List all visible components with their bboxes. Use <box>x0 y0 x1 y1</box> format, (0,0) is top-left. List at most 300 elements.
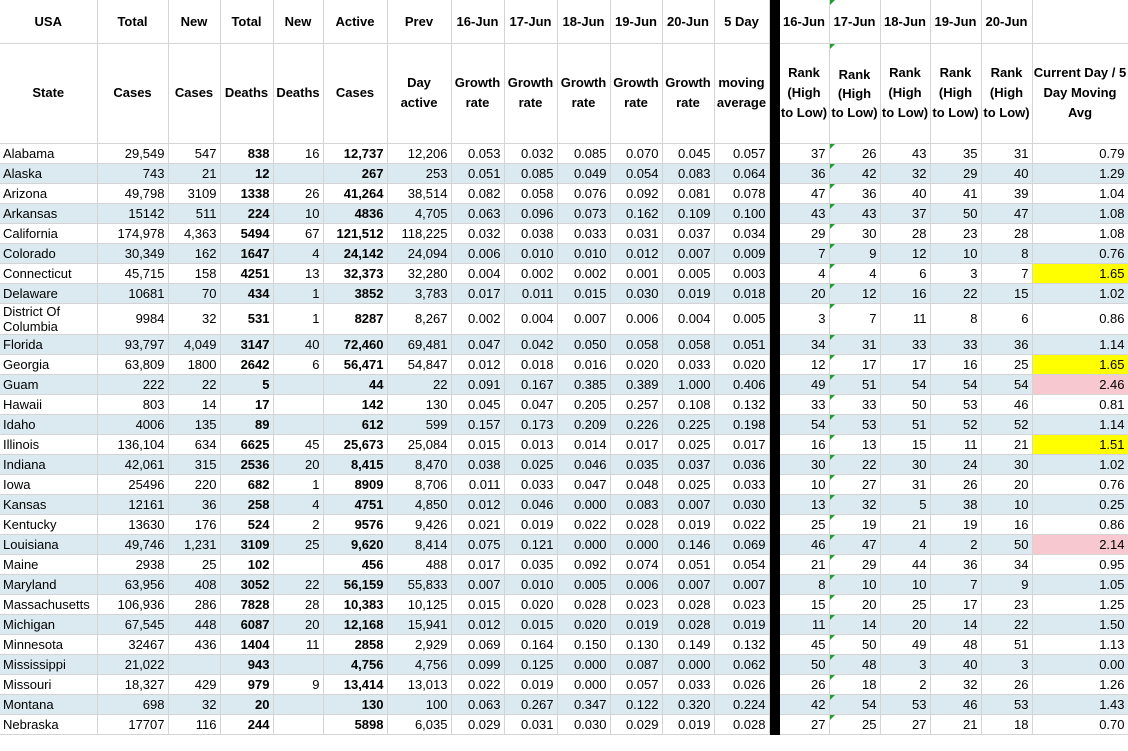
data-cell[interactable]: 0.022 <box>714 514 769 534</box>
data-cell[interactable]: 9 <box>273 674 323 694</box>
data-cell[interactable]: 174,978 <box>97 223 168 243</box>
header-cell[interactable]: Rank (High to Low) <box>880 43 930 143</box>
data-cell[interactable]: 0.051 <box>662 554 714 574</box>
data-cell[interactable]: 1.51 <box>1032 434 1128 454</box>
data-cell[interactable]: 0.028 <box>662 614 714 634</box>
data-cell[interactable]: 0.004 <box>662 303 714 334</box>
data-cell[interactable]: 4 <box>273 494 323 514</box>
data-cell[interactable]: 0.006 <box>451 243 504 263</box>
data-cell[interactable]: 0.012 <box>610 243 662 263</box>
data-cell[interactable]: 0.047 <box>451 334 504 354</box>
data-cell[interactable]: 20 <box>779 283 829 303</box>
data-cell[interactable]: 17707 <box>97 714 168 734</box>
data-cell[interactable]: 0.062 <box>714 654 769 674</box>
data-cell[interactable]: 0.000 <box>557 494 610 514</box>
data-cell[interactable]: 0.81 <box>1032 394 1128 414</box>
data-cell[interactable]: 0.257 <box>610 394 662 414</box>
data-cell[interactable]: 0.020 <box>714 354 769 374</box>
data-cell[interactable]: 4 <box>779 263 829 283</box>
data-cell[interactable]: 18,327 <box>97 674 168 694</box>
data-cell[interactable]: 1.08 <box>1032 223 1128 243</box>
data-cell[interactable]: 0.033 <box>662 354 714 374</box>
data-cell[interactable]: 30 <box>779 454 829 474</box>
data-cell[interactable]: 9,426 <box>387 514 451 534</box>
data-cell[interactable]: 0.057 <box>714 143 769 163</box>
data-cell[interactable]: 12,737 <box>323 143 387 163</box>
data-cell[interactable]: 7 <box>829 303 880 334</box>
data-cell[interactable]: 8287 <box>323 303 387 334</box>
data-cell[interactable]: 8 <box>930 303 981 334</box>
data-cell[interactable]: 47 <box>829 534 880 554</box>
data-cell[interactable]: 12161 <box>97 494 168 514</box>
data-cell[interactable]: 32467 <box>97 634 168 654</box>
data-cell[interactable]: 130 <box>387 394 451 414</box>
data-cell[interactable]: 315 <box>168 454 220 474</box>
state-name-cell[interactable]: Arkansas <box>0 203 97 223</box>
header-cell[interactable]: Growth rate <box>504 43 557 143</box>
data-cell[interactable]: 4,705 <box>387 203 451 223</box>
data-cell[interactable]: 43 <box>779 203 829 223</box>
data-cell[interactable]: 0.036 <box>714 454 769 474</box>
data-cell[interactable]: 0.083 <box>662 163 714 183</box>
data-cell[interactable]: 7828 <box>220 594 273 614</box>
data-cell[interactable]: 27 <box>880 714 930 734</box>
state-name-cell[interactable]: District Of Columbia <box>0 303 97 334</box>
data-cell[interactable]: 0.76 <box>1032 243 1128 263</box>
state-name-cell[interactable]: Illinois <box>0 434 97 454</box>
data-cell[interactable]: 6,035 <box>387 714 451 734</box>
data-cell[interactable]: 0.023 <box>714 594 769 614</box>
state-name-cell[interactable]: Mississippi <box>0 654 97 674</box>
data-cell[interactable]: 0.122 <box>610 694 662 714</box>
data-cell[interactable]: 18 <box>829 674 880 694</box>
data-cell[interactable]: 0.79 <box>1032 143 1128 163</box>
header-cell[interactable]: 17-Jun <box>829 0 880 43</box>
data-cell[interactable]: 8 <box>779 574 829 594</box>
data-cell[interactable]: 32 <box>168 303 220 334</box>
data-cell[interactable]: 0.022 <box>451 674 504 694</box>
header-cell[interactable]: Current Day / 5 Day Moving Avg <box>1032 43 1128 143</box>
data-cell[interactable]: 0.096 <box>504 203 557 223</box>
data-cell[interactable]: 0.015 <box>504 614 557 634</box>
data-cell[interactable]: 38 <box>930 494 981 514</box>
data-cell[interactable]: 158 <box>168 263 220 283</box>
data-cell[interactable]: 36 <box>168 494 220 514</box>
data-cell[interactable]: 0.006 <box>610 303 662 334</box>
data-cell[interactable]: 267 <box>323 163 387 183</box>
data-cell[interactable]: 0.051 <box>714 334 769 354</box>
data-cell[interactable]: 0.002 <box>504 263 557 283</box>
data-cell[interactable]: 10 <box>880 574 930 594</box>
data-cell[interactable]: 1.29 <box>1032 163 1128 183</box>
data-cell[interactable]: 599 <box>387 414 451 434</box>
data-cell[interactable]: 0.031 <box>610 223 662 243</box>
data-cell[interactable]: 634 <box>168 434 220 454</box>
data-cell[interactable]: 0.009 <box>714 243 769 263</box>
state-name-cell[interactable]: Guam <box>0 374 97 394</box>
data-cell[interactable]: 32 <box>880 163 930 183</box>
data-cell[interactable]: 0.019 <box>662 283 714 303</box>
data-cell[interactable]: 1.13 <box>1032 634 1128 654</box>
state-name-cell[interactable]: Iowa <box>0 474 97 494</box>
data-cell[interactable]: 0.030 <box>714 494 769 514</box>
state-name-cell[interactable]: Delaware <box>0 283 97 303</box>
data-cell[interactable]: 25,084 <box>387 434 451 454</box>
data-cell[interactable]: 0.226 <box>610 414 662 434</box>
data-cell[interactable]: 50 <box>779 654 829 674</box>
data-cell[interactable]: 0.057 <box>610 674 662 694</box>
data-cell[interactable]: 0.018 <box>714 283 769 303</box>
data-cell[interactable]: 0.014 <box>557 434 610 454</box>
data-cell[interactable]: 1.26 <box>1032 674 1128 694</box>
data-cell[interactable]: 1.14 <box>1032 334 1128 354</box>
data-cell[interactable]: 30 <box>981 454 1032 474</box>
data-cell[interactable]: 135 <box>168 414 220 434</box>
data-cell[interactable]: 244 <box>220 714 273 734</box>
data-cell[interactable]: 10 <box>829 574 880 594</box>
state-name-cell[interactable]: Louisiana <box>0 534 97 554</box>
data-cell[interactable]: 0.085 <box>504 163 557 183</box>
data-cell[interactable]: 36 <box>930 554 981 574</box>
data-cell[interactable]: 28 <box>273 594 323 614</box>
data-cell[interactable]: 21 <box>981 434 1032 454</box>
data-cell[interactable]: 0.054 <box>610 163 662 183</box>
data-cell[interactable]: 50 <box>880 394 930 414</box>
data-cell[interactable]: 0.007 <box>557 303 610 334</box>
data-cell[interactable]: 0.012 <box>451 614 504 634</box>
data-cell[interactable]: 511 <box>168 203 220 223</box>
data-cell[interactable]: 33 <box>930 334 981 354</box>
data-cell[interactable]: 70 <box>168 283 220 303</box>
data-cell[interactable]: 4751 <box>323 494 387 514</box>
data-cell[interactable]: 116 <box>168 714 220 734</box>
data-cell[interactable]: 39 <box>981 183 1032 203</box>
data-cell[interactable]: 20 <box>273 614 323 634</box>
data-cell[interactable]: 10 <box>930 243 981 263</box>
data-cell[interactable]: 0.083 <box>610 494 662 514</box>
data-cell[interactable]: 5494 <box>220 223 273 243</box>
header-cell[interactable]: Growth rate <box>557 43 610 143</box>
data-cell[interactable]: 0.013 <box>504 434 557 454</box>
data-cell[interactable]: 0.005 <box>714 303 769 334</box>
data-cell[interactable]: 8 <box>981 243 1032 263</box>
data-cell[interactable]: 0.081 <box>662 183 714 203</box>
data-cell[interactable]: 21 <box>930 714 981 734</box>
data-cell[interactable]: 10,383 <box>323 594 387 614</box>
data-cell[interactable]: 25 <box>880 594 930 614</box>
data-cell[interactable]: 20 <box>981 474 1032 494</box>
data-cell[interactable]: 0.019 <box>610 614 662 634</box>
data-cell[interactable]: 2 <box>930 534 981 554</box>
data-cell[interactable]: 0.017 <box>451 554 504 574</box>
data-cell[interactable]: 54 <box>829 694 880 714</box>
data-cell[interactable]: 25 <box>273 534 323 554</box>
data-cell[interactable]: 51 <box>829 374 880 394</box>
data-cell[interactable]: 0.125 <box>504 654 557 674</box>
data-cell[interactable]: 14 <box>930 614 981 634</box>
data-cell[interactable]: 222 <box>97 374 168 394</box>
data-cell[interactable]: 41 <box>930 183 981 203</box>
data-cell[interactable]: 9 <box>981 574 1032 594</box>
data-cell[interactable]: 698 <box>97 694 168 714</box>
data-cell[interactable]: 0.037 <box>662 223 714 243</box>
data-cell[interactable]: 7 <box>779 243 829 263</box>
data-cell[interactable]: 49 <box>779 374 829 394</box>
data-cell[interactable]: 56,471 <box>323 354 387 374</box>
data-cell[interactable]: 22 <box>168 374 220 394</box>
data-cell[interactable]: 4,363 <box>168 223 220 243</box>
data-cell[interactable]: 0.164 <box>504 634 557 654</box>
data-cell[interactable]: 1.50 <box>1032 614 1128 634</box>
data-cell[interactable] <box>273 694 323 714</box>
data-cell[interactable]: 50 <box>930 203 981 223</box>
header-cell[interactable]: 19-Jun <box>930 0 981 43</box>
state-name-cell[interactable]: Indiana <box>0 454 97 474</box>
header-cell[interactable]: Active <box>323 0 387 43</box>
data-cell[interactable]: 0.019 <box>504 514 557 534</box>
data-cell[interactable]: 9 <box>829 243 880 263</box>
data-cell[interactable]: 2,929 <box>387 634 451 654</box>
data-cell[interactable]: 0.007 <box>662 574 714 594</box>
data-cell[interactable]: 29 <box>930 163 981 183</box>
data-cell[interactable]: 0.034 <box>714 223 769 243</box>
data-cell[interactable]: 0.132 <box>714 394 769 414</box>
data-cell[interactable]: 30,349 <box>97 243 168 263</box>
data-cell[interactable]: 0.063 <box>451 694 504 714</box>
header-cell[interactable]: Rank (High to Low) <box>930 43 981 143</box>
data-cell[interactable]: 0.033 <box>557 223 610 243</box>
data-cell[interactable]: 224 <box>220 203 273 223</box>
data-cell[interactable] <box>273 414 323 434</box>
state-name-cell[interactable]: Kansas <box>0 494 97 514</box>
data-cell[interactable]: 0.70 <box>1032 714 1128 734</box>
data-cell[interactable]: 2 <box>273 514 323 534</box>
data-cell[interactable]: 8,414 <box>387 534 451 554</box>
data-cell[interactable]: 0.002 <box>557 263 610 283</box>
data-cell[interactable]: 4836 <box>323 203 387 223</box>
data-cell[interactable]: 26 <box>930 474 981 494</box>
data-cell[interactable]: 54 <box>880 374 930 394</box>
data-cell[interactable]: 0.053 <box>451 143 504 163</box>
data-cell[interactable]: 7 <box>981 263 1032 283</box>
data-cell[interactable]: 49,798 <box>97 183 168 203</box>
state-name-cell[interactable]: Michigan <box>0 614 97 634</box>
data-cell[interactable]: 1 <box>273 474 323 494</box>
header-cell[interactable]: USA <box>0 0 97 43</box>
data-cell[interactable]: 13630 <box>97 514 168 534</box>
data-cell[interactable]: 0.000 <box>557 674 610 694</box>
data-cell[interactable]: 14 <box>168 394 220 414</box>
data-cell[interactable]: 0.173 <box>504 414 557 434</box>
data-cell[interactable]: 1.43 <box>1032 694 1128 714</box>
data-cell[interactable]: 0.031 <box>504 714 557 734</box>
data-cell[interactable]: 3 <box>981 654 1032 674</box>
data-cell[interactable]: 37 <box>880 203 930 223</box>
data-cell[interactable]: 4 <box>880 534 930 554</box>
data-cell[interactable]: 448 <box>168 614 220 634</box>
data-cell[interactable]: 51 <box>981 634 1032 654</box>
data-cell[interactable]: 42 <box>829 163 880 183</box>
data-cell[interactable]: 0.132 <box>714 634 769 654</box>
data-cell[interactable]: 0.004 <box>504 303 557 334</box>
data-cell[interactable]: 0.033 <box>714 474 769 494</box>
data-cell[interactable]: 0.000 <box>557 654 610 674</box>
header-cell[interactable]: Prev <box>387 0 451 43</box>
data-cell[interactable]: 1800 <box>168 354 220 374</box>
data-cell[interactable]: 12,206 <box>387 143 451 163</box>
header-cell[interactable]: Day active <box>387 43 451 143</box>
data-cell[interactable]: 979 <box>220 674 273 694</box>
data-cell[interactable]: 0.050 <box>557 334 610 354</box>
data-cell[interactable]: 15 <box>880 434 930 454</box>
data-cell[interactable]: 52 <box>981 414 1032 434</box>
data-cell[interactable]: 0.005 <box>557 574 610 594</box>
data-cell[interactable]: 16 <box>779 434 829 454</box>
data-cell[interactable]: 3852 <box>323 283 387 303</box>
header-cell[interactable]: 20-Jun <box>662 0 714 43</box>
data-cell[interactable]: 162 <box>168 243 220 263</box>
data-cell[interactable]: 27 <box>829 474 880 494</box>
data-cell[interactable]: 33 <box>779 394 829 414</box>
data-cell[interactable]: 0.054 <box>714 554 769 574</box>
data-cell[interactable]: 1.08 <box>1032 203 1128 223</box>
data-cell[interactable]: 10,125 <box>387 594 451 614</box>
data-cell[interactable]: 0.150 <box>557 634 610 654</box>
data-cell[interactable]: 0.020 <box>610 354 662 374</box>
data-cell[interactable]: 4,049 <box>168 334 220 354</box>
data-cell[interactable]: 0.019 <box>662 514 714 534</box>
header-cell[interactable]: Deaths <box>220 43 273 143</box>
data-cell[interactable]: 0.000 <box>557 534 610 554</box>
data-cell[interactable]: 8,470 <box>387 454 451 474</box>
data-cell[interactable]: 21 <box>168 163 220 183</box>
data-cell[interactable]: 0.076 <box>557 183 610 203</box>
data-cell[interactable]: 15,941 <box>387 614 451 634</box>
data-cell[interactable] <box>273 374 323 394</box>
data-cell[interactable]: 100 <box>387 694 451 714</box>
data-cell[interactable]: 45 <box>779 634 829 654</box>
data-cell[interactable]: 54 <box>981 374 1032 394</box>
state-name-cell[interactable]: Maine <box>0 554 97 574</box>
data-cell[interactable]: 31 <box>829 334 880 354</box>
data-cell[interactable]: 0.019 <box>714 614 769 634</box>
data-cell[interactable]: 48 <box>829 654 880 674</box>
data-cell[interactable]: 35 <box>930 143 981 163</box>
data-cell[interactable]: 46 <box>981 394 1032 414</box>
data-cell[interactable]: 93,797 <box>97 334 168 354</box>
data-cell[interactable]: 36 <box>779 163 829 183</box>
data-cell[interactable]: 15142 <box>97 203 168 223</box>
data-cell[interactable]: 0.074 <box>610 554 662 574</box>
data-cell[interactable]: 436 <box>168 634 220 654</box>
data-cell[interactable]: 20 <box>220 694 273 714</box>
data-cell[interactable]: 37 <box>779 143 829 163</box>
data-cell[interactable]: 24 <box>930 454 981 474</box>
data-cell[interactable]: 0.099 <box>451 654 504 674</box>
data-cell[interactable]: 0.000 <box>662 654 714 674</box>
header-cell[interactable]: Growth rate <box>451 43 504 143</box>
data-cell[interactable]: 4 <box>829 263 880 283</box>
data-cell[interactable]: 13 <box>829 434 880 454</box>
data-cell[interactable]: 1,231 <box>168 534 220 554</box>
data-cell[interactable]: 6 <box>880 263 930 283</box>
data-cell[interactable]: 63,809 <box>97 354 168 374</box>
data-cell[interactable]: 3109 <box>220 534 273 554</box>
data-cell[interactable]: 0.045 <box>662 143 714 163</box>
data-cell[interactable]: 0.224 <box>714 694 769 714</box>
data-cell[interactable]: 12 <box>829 283 880 303</box>
data-cell[interactable]: 102 <box>220 554 273 574</box>
data-cell[interactable]: 12 <box>779 354 829 374</box>
data-cell[interactable]: 0.025 <box>662 434 714 454</box>
data-cell[interactable]: 943 <box>220 654 273 674</box>
state-name-cell[interactable]: Alabama <box>0 143 97 163</box>
data-cell[interactable]: 408 <box>168 574 220 594</box>
data-cell[interactable]: 0.030 <box>610 283 662 303</box>
data-cell[interactable]: 220 <box>168 474 220 494</box>
data-cell[interactable]: 0.020 <box>504 594 557 614</box>
data-cell[interactable]: 8,415 <box>323 454 387 474</box>
data-cell[interactable]: 0.058 <box>610 334 662 354</box>
data-cell[interactable]: 89 <box>220 414 273 434</box>
data-cell[interactable]: 33 <box>829 394 880 414</box>
data-cell[interactable]: 0.038 <box>451 454 504 474</box>
data-cell[interactable]: 0.010 <box>504 574 557 594</box>
data-cell[interactable]: 46 <box>930 694 981 714</box>
data-cell[interactable]: 51 <box>880 414 930 434</box>
data-cell[interactable]: 10681 <box>97 283 168 303</box>
data-cell[interactable]: 31 <box>880 474 930 494</box>
data-cell[interactable]: 0.046 <box>504 494 557 514</box>
data-cell[interactable]: 47 <box>981 203 1032 223</box>
data-cell[interactable]: 0.017 <box>714 434 769 454</box>
data-cell[interactable]: 32,373 <box>323 263 387 283</box>
data-cell[interactable]: 2642 <box>220 354 273 374</box>
data-cell[interactable]: 23 <box>930 223 981 243</box>
data-cell[interactable]: 0.075 <box>451 534 504 554</box>
data-cell[interactable]: 0.064 <box>714 163 769 183</box>
state-name-cell[interactable]: Connecticut <box>0 263 97 283</box>
data-cell[interactable]: 2938 <box>97 554 168 574</box>
data-cell[interactable]: 63,956 <box>97 574 168 594</box>
state-name-cell[interactable]: Missouri <box>0 674 97 694</box>
data-cell[interactable]: 26 <box>829 143 880 163</box>
state-name-cell[interactable]: Florida <box>0 334 97 354</box>
data-cell[interactable]: 3 <box>880 654 930 674</box>
data-cell[interactable]: 56,159 <box>323 574 387 594</box>
data-cell[interactable]: 0.015 <box>557 283 610 303</box>
header-cell[interactable]: Total <box>97 0 168 43</box>
data-cell[interactable]: 0.019 <box>662 714 714 734</box>
data-cell[interactable]: 0.042 <box>504 334 557 354</box>
data-cell[interactable]: 7 <box>930 574 981 594</box>
data-cell[interactable]: 0.130 <box>610 634 662 654</box>
header-cell[interactable]: Growth rate <box>662 43 714 143</box>
data-cell[interactable]: 0.001 <box>610 263 662 283</box>
data-cell[interactable]: 0.063 <box>451 203 504 223</box>
data-cell[interactable]: 0.047 <box>557 474 610 494</box>
data-cell[interactable]: 0.167 <box>504 374 557 394</box>
header-cell[interactable]: 18-Jun <box>880 0 930 43</box>
data-cell[interactable]: 42 <box>779 694 829 714</box>
data-cell[interactable]: 1.25 <box>1032 594 1128 614</box>
data-cell[interactable]: 26 <box>981 674 1032 694</box>
data-cell[interactable]: 0.087 <box>610 654 662 674</box>
state-name-cell[interactable]: Colorado <box>0 243 97 263</box>
data-cell[interactable]: 22 <box>981 614 1032 634</box>
data-cell[interactable]: 0.091 <box>451 374 504 394</box>
data-cell[interactable]: 25 <box>829 714 880 734</box>
